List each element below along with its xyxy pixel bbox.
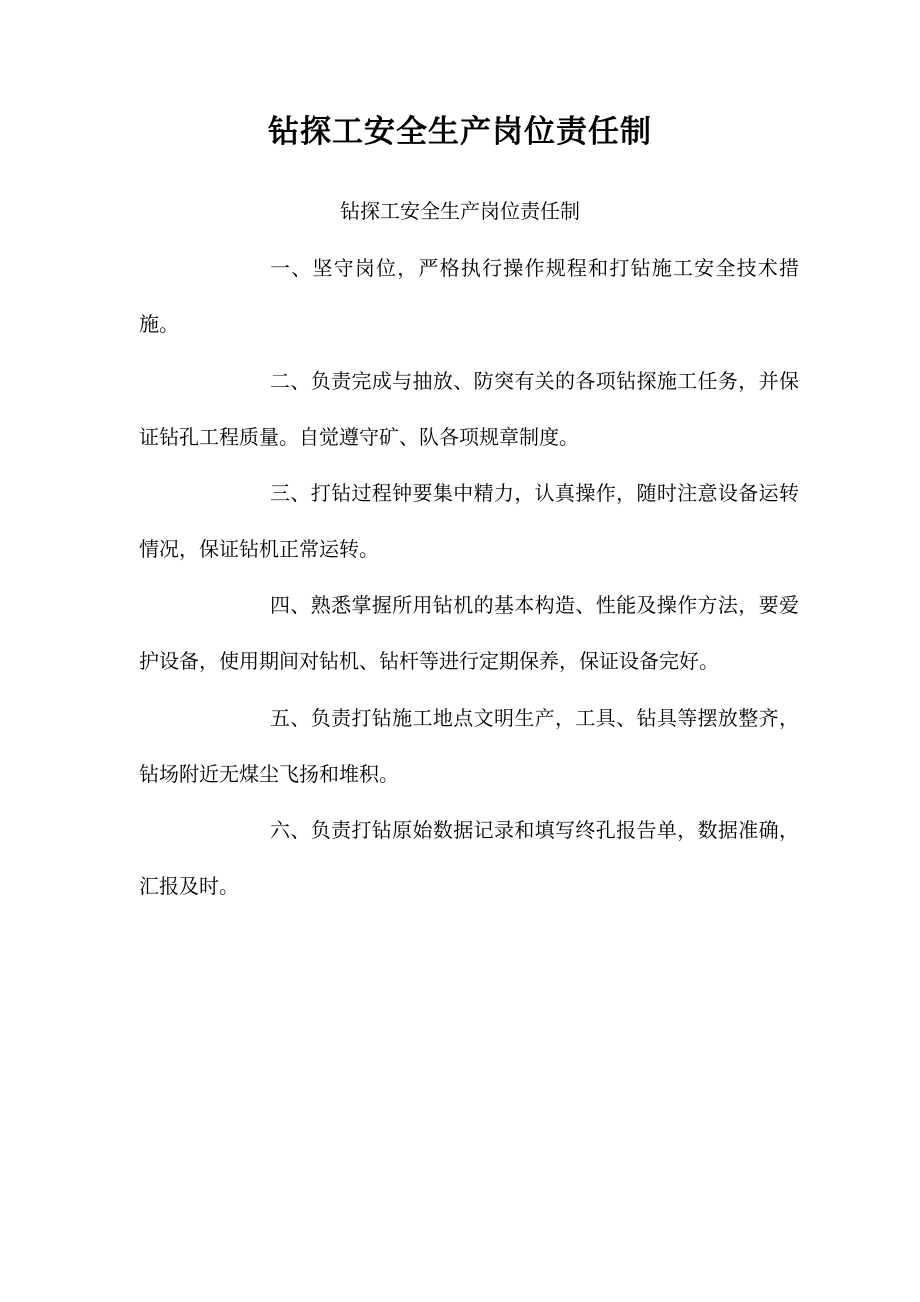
- paragraph-2: 二、负责完成与抽放、防突有关的各项钻探施工任务，并保证钻孔工程质量。自觉遵守矿、队各项规章制度。: [139, 369, 799, 449]
- paragraph-6: 六、负责打钻原始数据记录和填写终孔报告单，数据准确，汇报及时。: [139, 818, 799, 898]
- document-title: 钻探工安全生产岗位责任制: [268, 114, 652, 150]
- paragraph-4: 四、熟悉掌握所用钻机的基本构造、性能及操作方法，要爱护设备，使用期间对钻机、钻杆等进行定期保养，保证设备完好。: [139, 593, 799, 673]
- paragraph-5: 五、负责打钻施工地点文明生产，工具、钻具等摆放整齐，钻场附近无煤尘飞扬和堆积。: [139, 706, 799, 786]
- paragraph-1: 一、坚守岗位，严格执行操作规程和打钻施工安全技术措施。: [139, 256, 799, 336]
- paragraph-3: 三、打钻过程钟要集中精力，认真操作，随时注意设备运转情况，保证钻机正常运转。: [139, 481, 799, 561]
- document-subtitle: 钻探工安全生产岗位责任制: [340, 199, 580, 223]
